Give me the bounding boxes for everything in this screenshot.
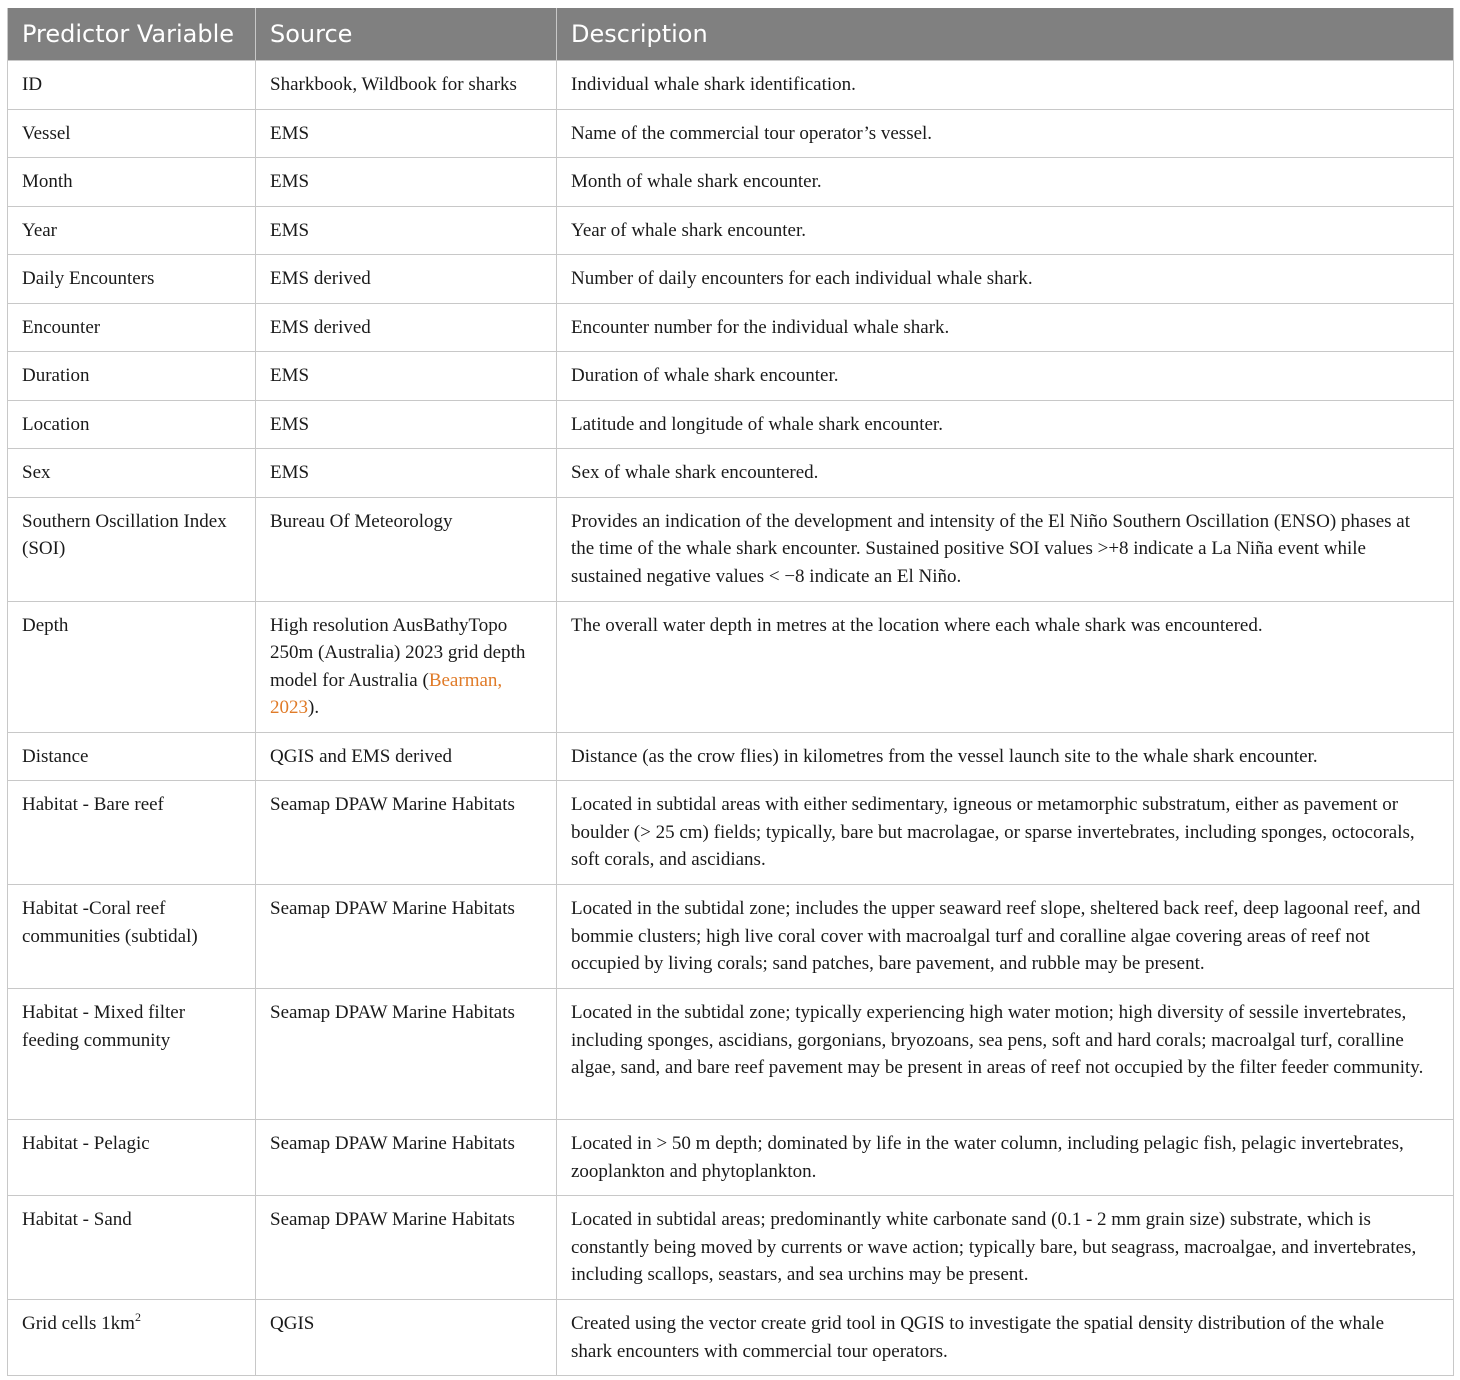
- table-row: [8, 497, 1454, 601]
- cell-description: Name of the commercial tour operator’s vessel.: [557, 109, 1454, 158]
- header-predictor-variable: Predictor Variable: [8, 8, 256, 61]
- cell-source: Sharkbook, Wildbook for sharks: [256, 61, 557, 110]
- cell-source: Seamap DPAW Marine Habitats: [256, 1196, 557, 1300]
- cell-variable: Southern Oscillation Index (SOI): [8, 497, 256, 601]
- table-row: [8, 885, 1454, 989]
- table-row: [8, 303, 1454, 352]
- cell-variable: Vessel: [8, 109, 256, 158]
- cell-variable: ID: [8, 61, 256, 110]
- cell-source: EMS: [256, 400, 557, 449]
- cell-description: Latitude and longitude of whale shark encounter.: [557, 400, 1454, 449]
- cell-description: Provides an indication of the development and intensity of the El Niño Southern Oscillation (ENSO) phases at the time of the whale shark encounter. Sustained positive SOI values >+8 indicate a La Niña event while sustained negative values < −8 indicate an El Niño.: [557, 497, 1454, 601]
- cell-description: Month of whale shark encounter.: [557, 158, 1454, 207]
- cell-variable: Distance: [8, 732, 256, 781]
- cell-variable: Sex: [8, 449, 256, 498]
- cell-source: EMS: [256, 352, 557, 401]
- table-row: [8, 1120, 1454, 1196]
- cell-variable: Habitat - Pelagic: [8, 1120, 256, 1196]
- cell-source: Seamap DPAW Marine Habitats: [256, 1120, 557, 1196]
- table-row: [8, 400, 1454, 449]
- cell-description: Sex of whale shark encountered.: [557, 449, 1454, 498]
- reference-link[interactable]: Bearman, 2023: [270, 669, 503, 718]
- table-row: [8, 206, 1454, 255]
- cell-source: EMS derived: [256, 255, 557, 304]
- cell-source: Seamap DPAW Marine Habitats: [256, 781, 557, 885]
- cell-description: Duration of whale shark encounter.: [557, 352, 1454, 401]
- table-row: [8, 989, 1454, 1120]
- superscript: 2: [134, 1310, 141, 1324]
- cell-variable: Habitat - Bare reef: [8, 781, 256, 885]
- cell-description: Located in > 50 m depth; dominated by life in the water column, including pelagic fish, pelagic invertebrates, zooplankton and phytoplankton.: [557, 1120, 1454, 1196]
- cell-variable: Month: [8, 158, 256, 207]
- cell-source: EMS: [256, 206, 557, 255]
- cell-description: Located in the subtidal zone; includes the upper seaward reef slope, sheltered back reef, deep lagoonal reef, and bommie clusters; high live coral cover with macroalgal turf and coralline algae covering areas of reef not occupied by living corals; sand patches, bare pavement, and rubble may be present.: [557, 885, 1454, 989]
- variable-text: Grid cells 1km: [22, 1313, 135, 1334]
- header-source: Source: [256, 8, 557, 61]
- cell-variable: Year: [8, 206, 256, 255]
- table-row: [8, 601, 1454, 732]
- source-text-end: ).: [308, 697, 320, 718]
- cell-description: Located in the subtidal zone; typically experiencing high water motion; high diversity of sessile invertebrates, including sponges, ascidians, gorgonians, bryozoans, sea pens, soft and hard corals; macroalgal turf, coralline algae, sand, and bare reef pavement may be present in areas of reef not occupied by the filter feeder community.: [557, 989, 1454, 1120]
- predictor-variables-table: [7, 8, 1454, 1376]
- table-row: [8, 352, 1454, 401]
- cell-source: [256, 601, 557, 732]
- cell-description: The overall water depth in metres at the location where each whale shark was encountered.: [557, 601, 1454, 732]
- table-row: [8, 781, 1454, 885]
- table-row: [8, 109, 1454, 158]
- cell-variable: Encounter: [8, 303, 256, 352]
- table-row: [8, 732, 1454, 781]
- table-row: [8, 449, 1454, 498]
- cell-source: Bureau Of Meteorology: [256, 497, 557, 601]
- cell-description: Created using the vector create grid tool in QGIS to investigate the spatial density distribution of the whale shark encounters with commercial tour operators.: [557, 1300, 1454, 1376]
- cell-source: EMS: [256, 109, 557, 158]
- table-row: [8, 61, 1454, 110]
- table-row: [8, 255, 1454, 304]
- cell-variable: Duration: [8, 352, 256, 401]
- cell-description: Distance (as the crow flies) in kilometres from the vessel launch site to the whale shark encounter.: [557, 732, 1454, 781]
- table-header-row: [8, 8, 1454, 61]
- cell-source: EMS: [256, 449, 557, 498]
- cell-variable: Habitat -Coral reef communities (subtidal): [8, 885, 256, 989]
- cell-description: Located in subtidal areas with either sedimentary, igneous or metamorphic substratum, either as pavement or boulder (> 25 cm) fields; typically, bare but macrolagae, or sparse invertebrates, including sponges, octocorals, soft corals, and ascidians.: [557, 781, 1454, 885]
- cell-description: Located in subtidal areas; predominantly white carbonate sand (0.1 - 2 mm grain size) substrate, which is constantly being moved by currents or wave action; typically bare, but seagrass, macroalgae, and invertebrates, including scallops, seastars, and sea urchins may be present.: [557, 1196, 1454, 1300]
- cell-variable: Habitat - Mixed filter feeding community: [8, 989, 256, 1120]
- cell-source: EMS: [256, 158, 557, 207]
- predictor-variables-table-container: [7, 8, 1453, 1376]
- cell-source: QGIS and EMS derived: [256, 732, 557, 781]
- cell-description: Year of whale shark encounter.: [557, 206, 1454, 255]
- cell-description: Encounter number for the individual whale shark.: [557, 303, 1454, 352]
- header-description: Description: [557, 8, 1454, 61]
- table-row: [8, 1196, 1454, 1300]
- cell-variable: Location: [8, 400, 256, 449]
- cell-variable: Habitat - Sand: [8, 1196, 256, 1300]
- table-row: [8, 1300, 1454, 1376]
- table-row: [8, 158, 1454, 207]
- cell-description: Individual whale shark identification.: [557, 61, 1454, 110]
- cell-description: Number of daily encounters for each individual whale shark.: [557, 255, 1454, 304]
- cell-source: Seamap DPAW Marine Habitats: [256, 989, 557, 1120]
- source-text: High resolution AusBathyTopo 250m (Australia) 2023 grid depth model for Australia (: [270, 614, 526, 691]
- cell-source: QGIS: [256, 1300, 557, 1376]
- cell-source: EMS derived: [256, 303, 557, 352]
- cell-variable: [8, 1300, 256, 1376]
- cell-variable: Depth: [8, 601, 256, 732]
- cell-variable: Daily Encounters: [8, 255, 256, 304]
- cell-source: Seamap DPAW Marine Habitats: [256, 885, 557, 989]
